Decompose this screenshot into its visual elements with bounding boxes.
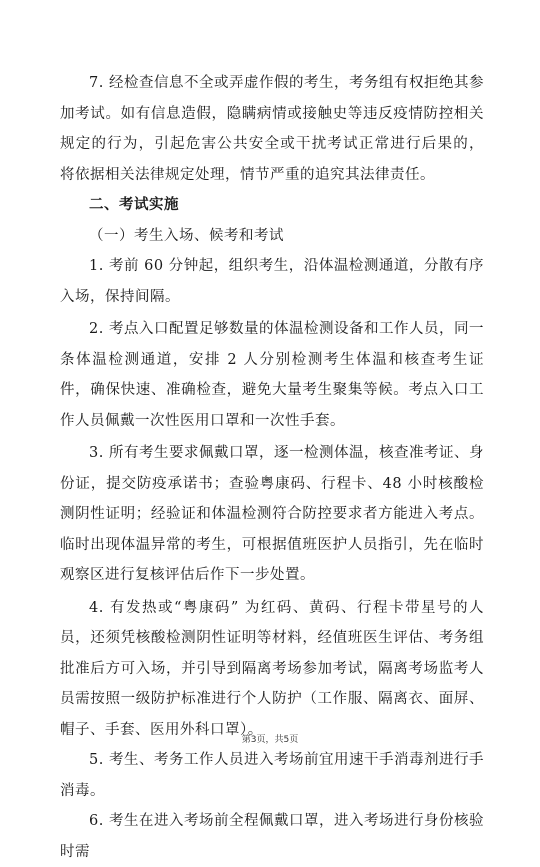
paragraph-item-7: 7. 经检查信息不全或弄虚作假的考生，考务组有权拒绝其参加考试。如有信息造假，隐瞒病情或接触史等违反疫情防控相关规定的行为，引起危害公共安全或干扰考试正常进行后果的， 将依据相关法律规定处理，情节严重的追究其法律责任。 bbox=[60, 75, 484, 183]
paragraph-item-5: 5. 考生、考务工作人员进入考场前宜用速干手消毒剂进行手消毒。 bbox=[60, 752, 484, 799]
page-number: 第3页，共5页 bbox=[241, 735, 299, 745]
paragraph-item-2: 2. 考点入口配置足够数量的体温检测设备和工作人员，同一条体温检测通道，安排 2 人分别检测考生体温和核查考生证件，确保快速、准确检查，避免大量考生聚集等候。考点入口工作人员佩戴一次性医用口罩和一次性手套。 bbox=[60, 321, 484, 429]
paragraph-item-6: 6. 考生在进入考场前全程佩戴口罩，进入考场进行身份核验时需 bbox=[60, 813, 484, 860]
paragraph-item-1: 1. 考前 60 分钟起，组织考生，沿体温检测通道，分散有序入场，保持间隔。 bbox=[60, 258, 484, 305]
subsection-heading-entry: （一）考生入场、候考和考试 bbox=[89, 227, 284, 244]
paragraph-item-4: 4. 有发热或“粤康码” 为红码、黄码、行程卡带星号的人员，还须凭核酸检测阴性证明等材料，经值班医生评估、考务组批准后方可入场，并引导到隔离考场参加考试，隔离考场监考人员需按照一级防护标准进行个人防护（工作服、隔离衣、面屏、帽子、手套、医用外科口罩）。 bbox=[60, 599, 484, 738]
section-heading-exam-implementation: 二、考试实施 bbox=[89, 197, 179, 213]
paragraph-item-3: 3. 所有考生要求佩戴口罩，逐一检测体温，核查准考证、身份证，提交防疫承诺书；查验粤康码、行程卡、48 小时核酸检测阴性证明；经验证和体温检测符合防控要求者方能进入考点。临时出现体温异常的考生，可根据值班医护人员指引，先在临时观察区进行复核评估后作下一步处置。 bbox=[60, 445, 484, 583]
document-body bbox=[60, 68, 484, 867]
